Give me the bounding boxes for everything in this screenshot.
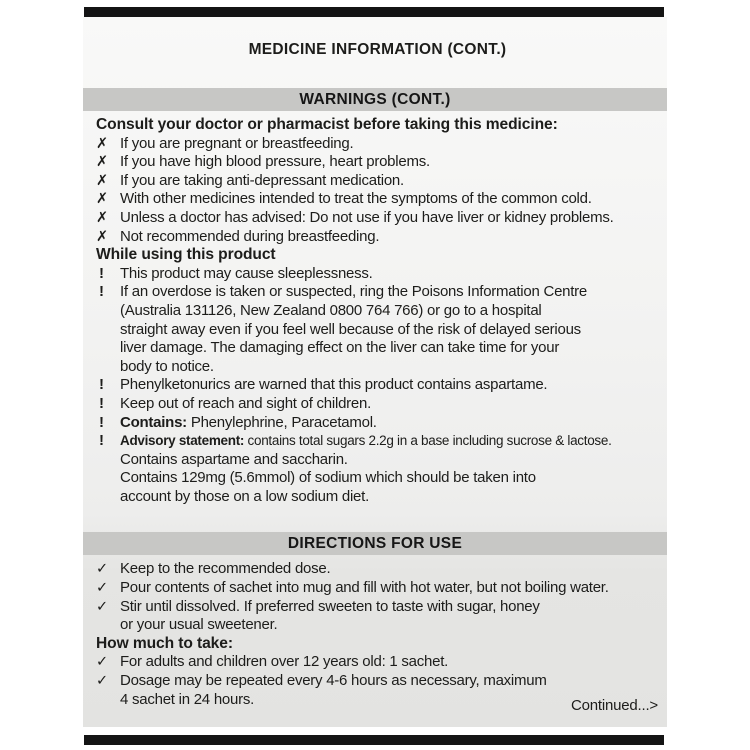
text-line: liver damage. The damaging effect on the liver can take time for your bbox=[120, 339, 560, 357]
caution-item bbox=[96, 376, 659, 395]
text-line: Phenylketonurics are warned that this product contains aspartame. bbox=[120, 376, 548, 394]
medicine-info-panel bbox=[83, 17, 667, 727]
warning-item bbox=[96, 153, 659, 172]
text-line: Dosage may be repeated every 4-6 hours as necessary, maximum bbox=[120, 672, 547, 690]
text-line: Keep to the recommended dose. bbox=[120, 560, 331, 578]
item-text bbox=[120, 653, 659, 672]
cross-icon: ✗ bbox=[96, 154, 108, 171]
caution-item bbox=[96, 414, 659, 433]
text-line: (Australia 131126, New Zealand 0800 764 766) or go to a hospital bbox=[120, 301, 542, 319]
exclamation-icon: ! bbox=[99, 432, 104, 450]
item-text bbox=[120, 283, 659, 376]
caution-item bbox=[96, 283, 659, 376]
check-icon: ✓ bbox=[96, 580, 108, 597]
text-line: body to notice. bbox=[120, 357, 214, 375]
item-text bbox=[120, 190, 659, 209]
direction-item bbox=[96, 560, 659, 579]
text-line: Stir until dissolved. If preferred sweeten to taste with sugar, honey bbox=[120, 597, 540, 615]
text-line: Not recommended during breastfeeding. bbox=[120, 227, 380, 245]
exclamation-icon: ! bbox=[99, 283, 104, 301]
sub-heading: While using this product bbox=[96, 246, 276, 264]
warning-item bbox=[96, 190, 659, 209]
cross-icon: ✗ bbox=[96, 209, 108, 226]
cross-icon: ✗ bbox=[96, 172, 108, 189]
text-line: Unless a doctor has advised: Do not use if you have liver or kidney problems. bbox=[120, 208, 614, 226]
text-line: account by those on a low sodium diet. bbox=[120, 487, 369, 505]
warnings-header: WARNINGS (CONT.) bbox=[83, 88, 667, 111]
caution-item bbox=[96, 265, 659, 284]
text-line: Keep out of reach and sight of children. bbox=[120, 394, 372, 412]
text-line: With other medicines intended to treat the symptoms of the common cold. bbox=[120, 190, 592, 208]
bottom-edge-rule bbox=[84, 735, 664, 745]
cross-icon: ✗ bbox=[96, 135, 108, 152]
item-text bbox=[120, 432, 659, 506]
sub-heading: How much to take: bbox=[96, 634, 233, 652]
item-text bbox=[120, 579, 659, 598]
text-line: straight away even if you feel well because of the risk of delayed serious bbox=[120, 320, 581, 338]
text-line: For adults and children over 12 years old: 1 sachet. bbox=[120, 653, 449, 671]
text-line: Contains aspartame and saccharin. bbox=[120, 450, 348, 468]
direction-item bbox=[96, 598, 659, 635]
text-line: Contains 129mg (5.6mmol) of sodium which should be taken into bbox=[120, 469, 536, 487]
warning-item bbox=[96, 228, 659, 247]
warning-item bbox=[96, 135, 659, 154]
item-text bbox=[120, 135, 659, 154]
cross-icon: ✗ bbox=[96, 191, 108, 208]
warning-item bbox=[96, 172, 659, 191]
top-edge-rule bbox=[84, 7, 664, 17]
text-line: If you are pregnant or breastfeeding. bbox=[120, 134, 354, 152]
check-icon: ✓ bbox=[96, 673, 108, 690]
text-line: or your usual sweetener. bbox=[120, 616, 278, 634]
text-line: Advisory statement: contains total sugars 2.2g in a base including sucrose & lactose. bbox=[120, 433, 612, 449]
exclamation-icon: ! bbox=[99, 413, 104, 431]
text-line: If an overdose is taken or suspected, ring the Poisons Information Centre bbox=[120, 283, 588, 301]
item-text bbox=[120, 228, 659, 247]
sub-heading: Consult your doctor or pharmacist before taking this medicine: bbox=[96, 116, 558, 133]
text-line: If you are taking anti-depressant medication. bbox=[120, 171, 404, 189]
item-text bbox=[120, 153, 659, 172]
caution-item bbox=[96, 432, 659, 506]
check-icon: ✓ bbox=[96, 561, 108, 578]
warning-item bbox=[96, 209, 659, 228]
text-line: Pour contents of sachet into mug and fill with hot water, but not boiling water. bbox=[120, 579, 609, 597]
exclamation-icon: ! bbox=[99, 264, 104, 282]
item-text bbox=[120, 598, 659, 635]
exclamation-icon: ! bbox=[99, 376, 104, 394]
item-text bbox=[120, 414, 659, 433]
item-text bbox=[120, 172, 659, 191]
item-text bbox=[120, 560, 659, 579]
item-text bbox=[120, 265, 659, 284]
check-icon: ✓ bbox=[96, 654, 108, 671]
check-icon: ✓ bbox=[96, 598, 108, 615]
caution-item bbox=[96, 395, 659, 414]
item-text bbox=[120, 376, 659, 395]
text-line: Contains: Phenylephrine, Paracetamol. bbox=[120, 413, 377, 431]
continued-indicator: Continued...> bbox=[570, 697, 658, 714]
cross-icon: ✗ bbox=[96, 228, 108, 245]
exclamation-icon: ! bbox=[99, 394, 104, 412]
text-line: 4 sachet in 24 hours. bbox=[120, 690, 255, 708]
item-text bbox=[120, 209, 659, 228]
direction-item bbox=[96, 579, 659, 598]
directions-header: DIRECTIONS FOR USE bbox=[83, 532, 667, 555]
text-line: This product may cause sleeplessness. bbox=[120, 264, 373, 282]
page-title: MEDICINE INFORMATION (CONT.) bbox=[248, 41, 507, 58]
info-blocks bbox=[96, 88, 659, 709]
text-line: If you have high blood pressure, heart problems. bbox=[120, 153, 430, 171]
item-text bbox=[120, 395, 659, 414]
direction-item bbox=[96, 653, 659, 672]
